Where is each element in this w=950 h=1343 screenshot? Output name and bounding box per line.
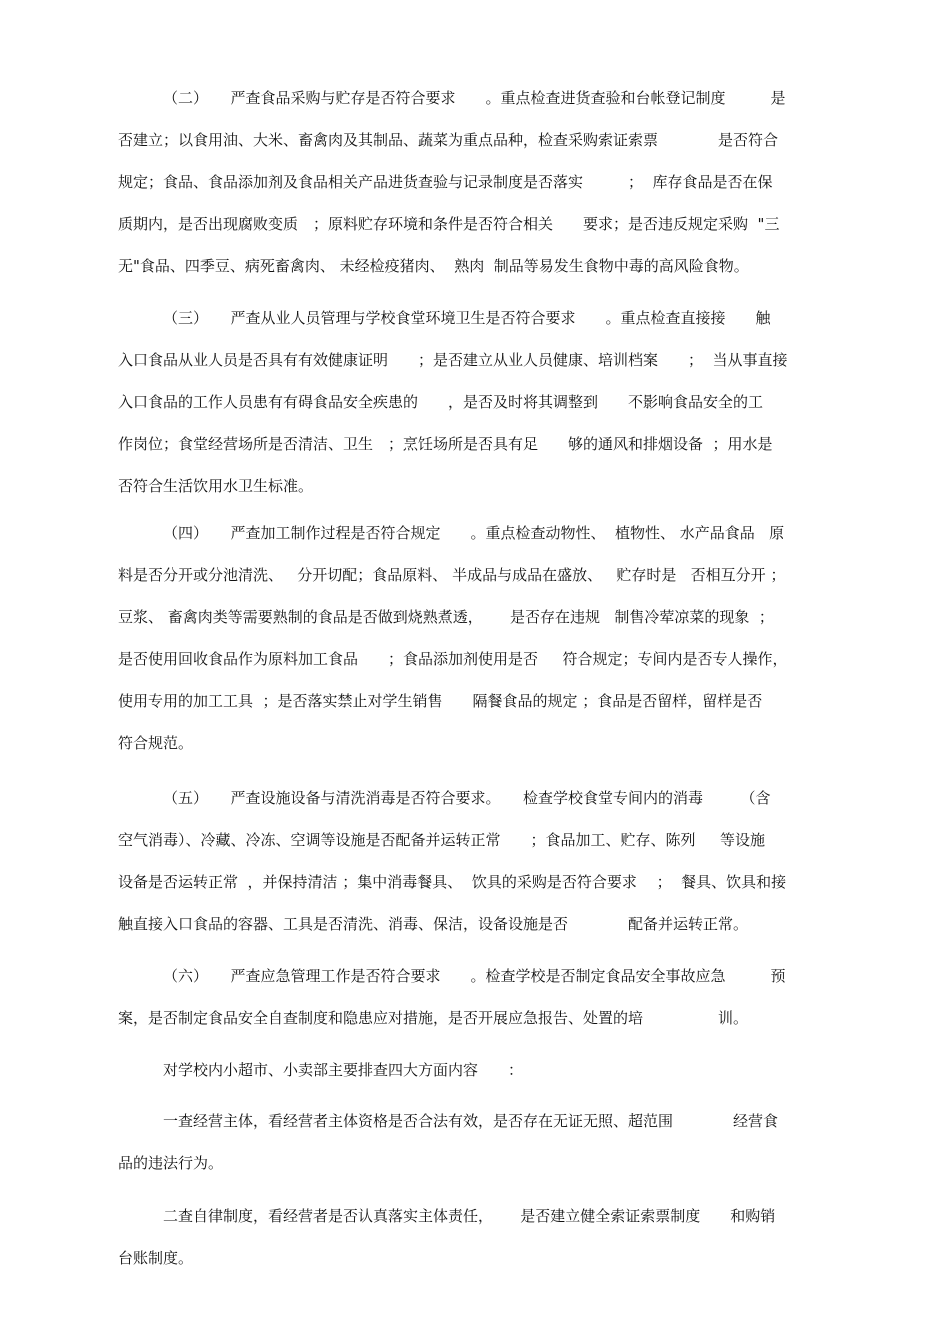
para-5-line-4: 触直接入口食品的容器、工具是否清洗、消毒、保洁，设备设施是否 配备并运转正常。 — [118, 915, 749, 933]
para-4-line-3: 豆浆、 畜禽肉类等需要熟制的食品是否做到烧熟煮透， 是否存在违规 制售冷荤凉菜的现象 ； — [118, 608, 774, 626]
para-2-line-1: （二） 严查食品采购与贮存是否符合要求 。重点检查进货查验和台帐登记制度 是 — [163, 89, 786, 107]
para-3-line-4: 作岗位；食堂经营场所是否清洁、卫生 ；烹饪场所是否具有足 够的通风和排烟设备 ；用水是 — [118, 435, 773, 453]
shop-intro-line: 对学校内小超市、小卖部主要排查四大方面内容 ： — [163, 1061, 524, 1079]
para-6-line-2: 案，是否制定食品安全自查制度和隐患应对措施，是否开展应急报告、处置的培 训。 — [118, 1009, 749, 1027]
para-2-line-5: 无"食品、四季豆、病死畜禽肉、 未经检疫猪肉、 熟肉 制品等易发生食物中毒的高风险食物。 — [118, 257, 749, 275]
para-4-line-6: 符合规范。 — [118, 734, 194, 752]
check-1-line-1: 一查经营主体，看经营者主体资格是否合法有效，是否存在无证无照、超范围 经营食 — [163, 1112, 779, 1130]
para-4-line-2: 料是否分开或分池清洗、 分开切配；食品原料、 半成品与成品在盛放、 贮存时是 否相互分开 ； — [118, 566, 786, 584]
check-2-line-1: 二查自律制度，看经营者是否认真落实主体责任， 是否建立健全索证索票制度 和购销 — [163, 1207, 776, 1225]
check-1-line-2: 品的违法行为。 — [118, 1154, 224, 1172]
para-3-line-3: 入口食品的工作人员患有有碍食品安全疾患的 ，是否及时将其调整到 不影响食品安全的工 — [118, 393, 764, 411]
para-2-line-2: 否建立；以食用油、大米、畜禽肉及其制品、蔬菜为重点品种，检查采购索证索票 是否符合 — [118, 131, 779, 149]
para-4-line-5: 使用专用的加工工具 ；是否落实禁止对学生销售 隔餐食品的规定 ；食品是否留样，留样是否 — [118, 692, 763, 710]
para-4-line-4: 是否使用回收食品作为原料加工食品 ；食品添加剂使用是否 符合规定；专间内是否专人操作， — [118, 650, 788, 668]
para-4-line-1: （四） 严查加工制作过程是否符合规定 。重点检查动物性、 植物性、 水产品食品 原 — [163, 524, 785, 542]
para-3-line-5: 否符合生活饮用水卫生标准。 — [118, 477, 314, 495]
para-6-line-1: （六） 严查应急管理工作是否符合要求 。检查学校是否制定食品安全事故应急 预 — [163, 967, 786, 985]
para-3-line-1: （三） 严查从业人员管理与学校食堂环境卫生是否符合要求 。重点检查直接接 触 — [163, 309, 771, 327]
check-2-line-2: 台账制度。 — [118, 1249, 194, 1267]
para-2-line-4: 质期内，是否出现腐败变质 ；原料贮存环境和条件是否符合相关 要求；是否违反规定采购 "三 — [118, 215, 780, 233]
para-5-line-1: （五） 严查设施设备与清洗消毒是否符合要求。 检查学校食堂专间内的消毒 （含 — [163, 789, 771, 807]
para-5-line-3: 设备是否运转正常 ，并保持清洁 ；集中消毒餐具、 饮具的采购是否符合要求 ； 餐具、饮具和接 — [118, 873, 787, 891]
para-2-line-3: 规定；食品、食品添加剂及食品相关产品进货查验与记录制度是否落实 ； 库存食品是否在保 — [118, 173, 773, 191]
para-3-line-2: 入口食品从业人员是否具有有效健康证明 ；是否建立从业人员健康、培训档案 ； 当从事直接 — [118, 351, 788, 369]
para-5-line-2: 空气消毒）、冷藏、冷冻、空调等设施是否配备并运转正常 ；食品加工、贮存、陈列 等设施 — [118, 831, 766, 849]
